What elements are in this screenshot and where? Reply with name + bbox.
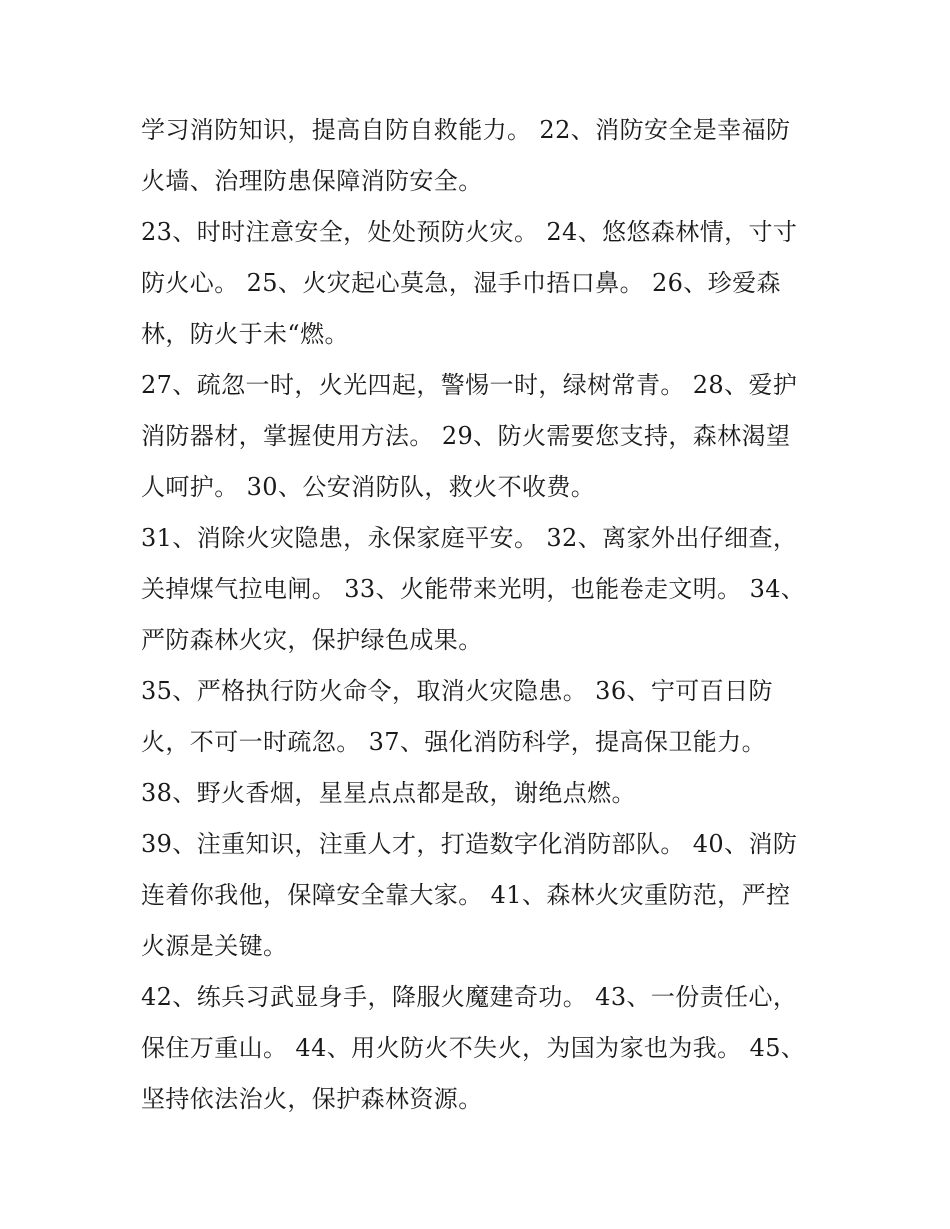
- text-line: 消防器材，掌握使用方法。 29、防火需要您支持，森林渴望: [141, 422, 791, 450]
- text-line: 严防森林火灾，保护绿色成果。: [141, 626, 483, 654]
- text-line: 林，防火于未“燃。: [141, 320, 349, 348]
- document-body: [141, 105, 806, 1125]
- text-line: 学习消防知识，提高自防自救能力。 22、消防安全是幸福防: [141, 116, 791, 144]
- text-line: 38、野火香烟，星星点点都是敌，谢绝点燃。: [141, 779, 636, 807]
- text-line: 坚持依法治火，保护森林资源。: [141, 1085, 483, 1113]
- text-line: 火源是关键。: [141, 932, 288, 960]
- text-line: 39、注重知识，注重人才，打造数字化消防部队。 40、消防: [141, 830, 798, 858]
- text-line: 防火心。 25、火灾起心莫急，湿手巾捂口鼻。 26、珍爱森: [141, 269, 781, 297]
- text-line: 27、疏忽一时，火光四起，警惕一时，绿树常青。 28、爱护: [141, 371, 798, 399]
- text-line: 火，不可一时疏忽。 37、强化消防科学，提高保卫能力。: [141, 728, 766, 756]
- text-line: 火墙、治理防患保障消防安全。: [141, 167, 483, 195]
- text-line: 35、严格执行防火命令，取消火灾隐患。 36、宁可百日防: [141, 677, 773, 705]
- text-line: 23、时时注意安全，处处预防火灾。 24、悠悠森林情，寸寸: [141, 218, 798, 246]
- text-line: 保住万重山。 44、用火防火不失火，为国为家也为我。 45、: [141, 1034, 806, 1062]
- text-line: 连着你我他，保障安全靠大家。 41、森林火灾重防范，严控: [141, 881, 791, 909]
- text-line: 关掉煤气拉电闸。 33、火能带来光明，也能卷走文明。 34、: [141, 575, 806, 603]
- text-line: 42、练兵习武显身手，降服火魔建奇功。 43、一份责任心，: [141, 983, 798, 1011]
- text-line: 31、消除火灾隐患，永保家庭平安。 32、离家外出仔细查，: [141, 524, 798, 552]
- text-line: 人呵护。 30、公安消防队，救火不收费。: [141, 473, 596, 501]
